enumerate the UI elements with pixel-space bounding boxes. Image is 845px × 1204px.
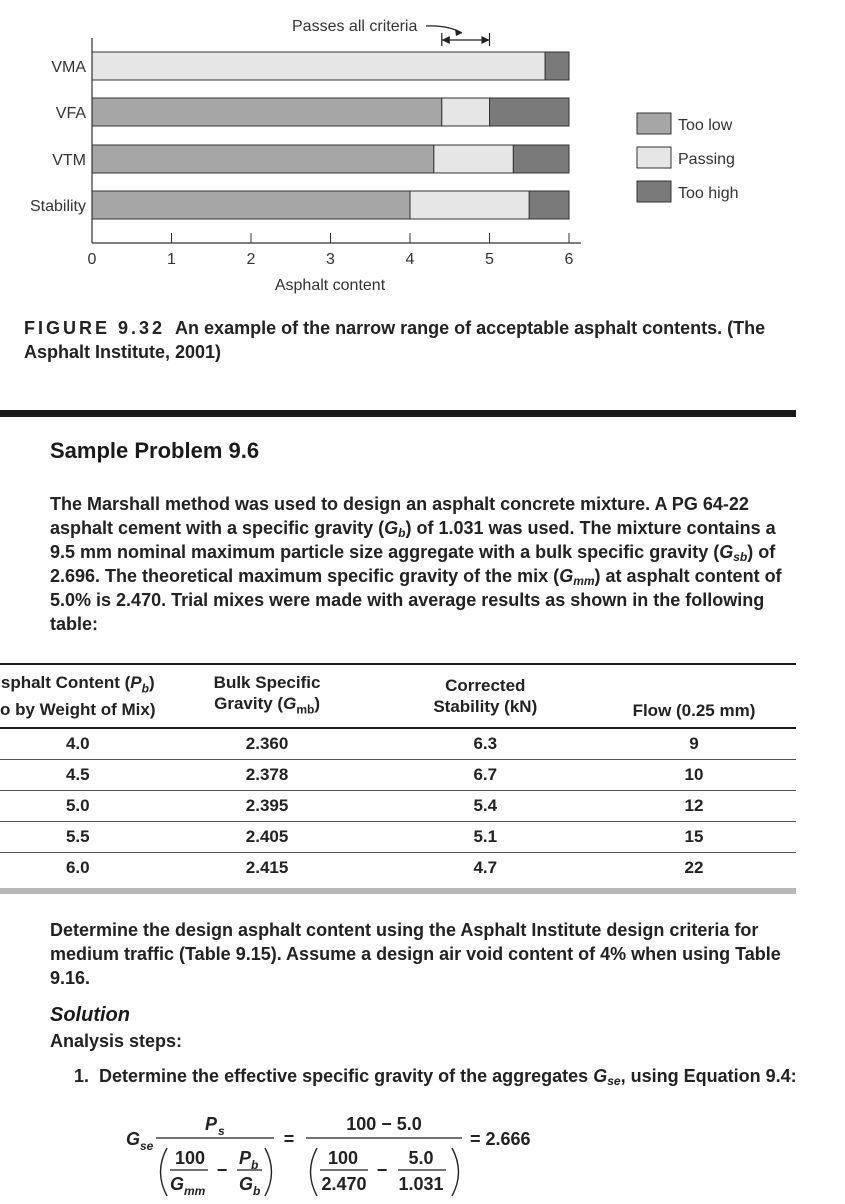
eq-paren-right-2 (452, 1148, 459, 1196)
cell-stability: 4.7 (473, 858, 498, 877)
passing-range-marker (442, 33, 490, 46)
section-divider (0, 410, 796, 417)
problem-title: Sample Problem 9.6 (50, 438, 260, 463)
legend-swatch-too-low (637, 113, 671, 134)
cell-bulk-gravity: 2.378 (156, 760, 379, 791)
cell-asphalt-content: 5.0 (0, 791, 156, 822)
category-label-vtm: VTM (52, 152, 86, 169)
eq-gb-sub: b (253, 1184, 261, 1198)
eq-lhs-g: G (126, 1129, 141, 1149)
table-row (0, 791, 796, 822)
cell-asphalt-content: 4.0 (0, 728, 156, 760)
eq-minus-1: − (216, 1160, 228, 1180)
cell-stability: 5.1 (379, 822, 592, 853)
bar-stability-too-low (92, 191, 410, 219)
bar-vfa-too-high (490, 98, 570, 126)
cell-flow: 15 (592, 822, 796, 853)
cell-bulk-gravity: 2.415 (245, 858, 289, 877)
x-tick-label: 0 (87, 251, 97, 268)
legend-label-too-high: Too high (678, 185, 739, 202)
analysis-steps-label: Analysis steps: (50, 1031, 183, 1051)
figure-caption (24, 316, 784, 364)
eq-gmm-sub: mm (184, 1184, 206, 1198)
eq-paren-left-2 (311, 1148, 318, 1196)
x-axis-label: Asphalt content (274, 277, 386, 294)
table-row (0, 853, 796, 884)
cell-flow: 12 (592, 791, 796, 822)
category-label-vfa: VFA (55, 105, 86, 122)
bar-vfa-passing (442, 98, 490, 126)
x-tick-label: 1 (167, 251, 176, 268)
legend-swatch-passing (637, 147, 671, 168)
asphalt-criteria-chart (0, 0, 845, 300)
bar-vtm-passing (434, 145, 513, 173)
header-asphalt-content: sphalt Content $(P_b)$ o by Weight of Mix) (0, 672, 156, 720)
header-corrected-stability: Corrected Stability (kN) (433, 676, 538, 716)
eq-equals-1: = (283, 1129, 295, 1149)
x-tick-label: 6 (564, 251, 574, 268)
range-arrow-left (442, 36, 450, 44)
table-bottom-rule (0, 888, 796, 894)
legend-label-too-low: Too low (678, 117, 733, 134)
gse-equation (0, 1100, 845, 1204)
bar-vfa-too-low (92, 98, 442, 126)
cell-bulk-gravity: 2.395 (156, 791, 379, 822)
solution-heading: Solution (50, 1004, 130, 1026)
eq-paren-left-1 (161, 1148, 168, 1196)
cell-bulk-gravity: 2.405 (156, 822, 379, 853)
annotation-text: Passes all criteria (292, 18, 418, 35)
eq-ps-sub: s (218, 1124, 225, 1138)
eq-pb-sub: b (251, 1158, 259, 1172)
header-flow: Flow (0.25 mm) (632, 701, 756, 720)
eq-100-b: 100 (327, 1148, 359, 1168)
cell-flow: 22 (684, 858, 704, 877)
eq-lhs-sub: se (140, 1139, 154, 1153)
eq-gb-g: G (239, 1174, 254, 1194)
cell-stability: 6.3 (379, 728, 592, 760)
category-label-stability: Stability (29, 198, 86, 215)
cell-asphalt-content: 5.5 (0, 822, 156, 853)
category-label-vma: VMA (51, 59, 86, 76)
eq-minus-2: − (376, 1160, 388, 1180)
bar-stability-passing (410, 191, 529, 219)
table-row (0, 728, 796, 760)
annotation-arrowhead (455, 29, 462, 36)
eq-paren-right-1 (265, 1148, 272, 1196)
bar-stability-too-high (529, 191, 569, 219)
x-tick-label: 2 (246, 251, 256, 268)
header-bulk-specific-gravity: Bulk Specific Gravity $(G_{mb})$ (213, 672, 321, 717)
cell-asphalt-content: 6.0 (65, 858, 90, 877)
eq-result: = 2.666 (470, 1129, 531, 1149)
eq-ps: P (205, 1114, 218, 1134)
table-header-row (0, 664, 796, 728)
eq-1031: 1.031 (398, 1174, 444, 1194)
eq-5-0: 5.0 (408, 1148, 434, 1168)
cell-stability: 6.7 (379, 760, 592, 791)
bar-vma-passing (92, 52, 545, 80)
problem-intro: The Marshall method was used to design an asphalt concrete mixture. A PG 64-22 asphalt cement with a specific gravity $(G_b)$ of 1.031 was used. The mixture contains a 9.5 mm nominal maximum particle size aggregate with a bulk specific gravity $(G_{sb})$ of 2.696. The theoretical maximum specific gravity of the mix $(G_{mm})$ at asphalt content of 5.0% is 2.470. Trial mixes were made with average results as shown in the following table: (50, 494, 782, 634)
x-tick-label: 3 (326, 251, 335, 268)
eq-gmm-g: G (170, 1174, 185, 1194)
eq-pb-p: P (239, 1148, 252, 1168)
table-row (0, 822, 796, 853)
bar-vtm-too-low (92, 145, 434, 173)
cell-asphalt-content: 4.5 (0, 760, 156, 791)
figure-label: FIGURE 9.32 (24, 318, 166, 338)
caption-text: An example of the narrow range of acceptable asphalt contents. (The Asphalt Institute, 2001) (24, 318, 766, 362)
cell-bulk-gravity: 2.360 (156, 728, 379, 760)
eq-numerator-2: 100 − 5.0 (346, 1114, 422, 1134)
cell-flow: 10 (592, 760, 796, 791)
range-arrow-right (482, 36, 490, 44)
bar-vtm-too-high (513, 145, 569, 173)
bar-vma-too-high (545, 52, 569, 80)
legend-swatch-too-high (637, 181, 671, 202)
trial-mix-table (0, 663, 796, 883)
legend (637, 113, 739, 202)
cell-flow: 9 (592, 728, 796, 760)
x-tick-label: 4 (405, 251, 415, 268)
determine-text: Determine the design asphalt content using the Asphalt Institute design criteria for medium traffic (Table 9.15). Assume a design air void content of 4% when using Table 9.16. (50, 920, 781, 988)
cell-stability: 5.4 (379, 791, 592, 822)
step-1: 1. Determine the effective specific gravity of the aggregates $G_{se}$, using Equation 9.4: (74, 1066, 797, 1088)
eq-100-a: 100 (174, 1148, 206, 1168)
table-row (0, 760, 796, 791)
eq-2470: 2.470 (321, 1174, 367, 1194)
x-tick-label: 5 (485, 251, 494, 268)
legend-label-passing: Passing (678, 151, 735, 168)
